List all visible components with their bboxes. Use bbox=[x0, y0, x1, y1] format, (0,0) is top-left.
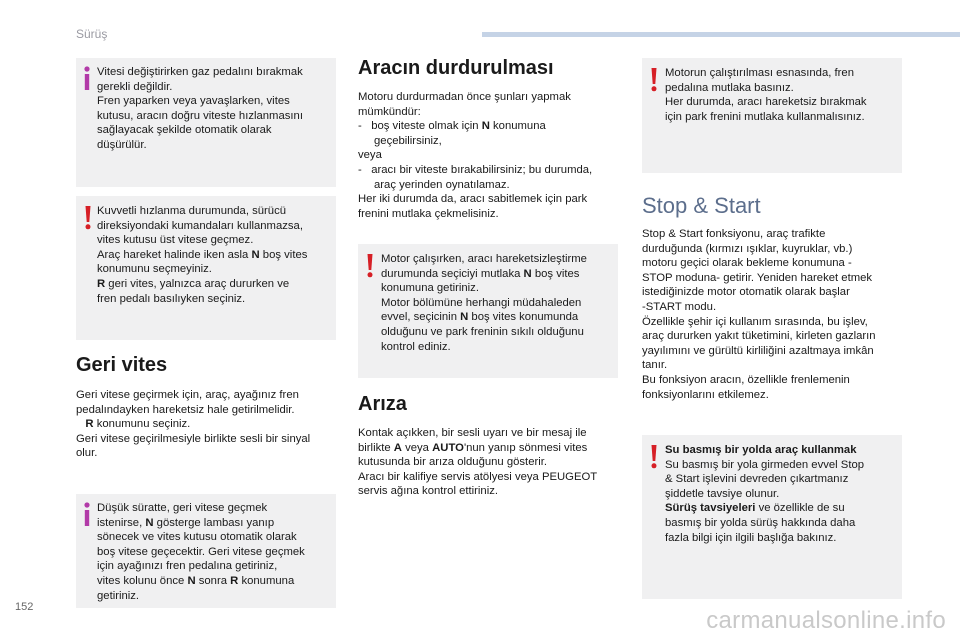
warning-box-text: Kuvvetli hızlanma durumunda, sürücü direksiyondaki kumandaları kullanmazsa, vites kutusu üst vitese geçmez. Araç hareket halinde iken asla N boş vites konumunu seçmeyiniz. R geri vites, yalnızca araç dururken ve fren pedalı basılıyken seçiniz. bbox=[97, 205, 308, 305]
header-bar bbox=[482, 32, 960, 37]
warning-icon bbox=[365, 254, 375, 278]
warning-box-text: Motorun çalıştırılması esnasında, fren pedalına mutlaka basınız. Her durumda, aracı hareketsiz bırakmak için park frenini mutlaka kullanmalısınız. bbox=[665, 67, 867, 123]
page-number: 152 bbox=[15, 601, 34, 613]
ariza-text: Kontak açıkken, bir sesli uyarı ve bir mesaj ile birlikte A veya AUTO'nun yanıp sönmesi vites kutusunda bir arıza olduğunu gösterir. Aracı bir kalifiye servis atölyesi veya PEUGEOT servis ağına kontrol ettiriniz. bbox=[358, 427, 598, 498]
warning-box-text: Motor çalışırken, aracı hareketsizleştirme durumunda seçiciyi mutlaka N boş vites konumuna getiriniz. Motor bölümüne herhangi müdahaleden evvel, seçicinin N boş vites konumunda olduğunu ve park freninin sıkılı olduğunu kontrol ediniz. bbox=[381, 253, 587, 353]
section-title: Sürüş bbox=[76, 27, 108, 41]
warning-icon bbox=[83, 206, 93, 230]
info-box-text: Düşük süratte, geri vitese geçmek istenirse, N gösterge lambası yanıp sönecek ve vites kutusu otomatik olarak boş vitese geçecektir. Geri vitese geçmek için ayağınızı fren pedalına getiriniz, vites kolunu önce N sonra R konumuna getiriniz. bbox=[97, 502, 305, 602]
stop-start-text: Stop & Start fonksiyonu, araç trafikte durduğunda (kırmızı ışıklar, kuyruklar, vb.) motoru geçici olarak bekleme konumuna - STOP moduna- getirir. Yeniden hareket etmek istediğinizde motor otomatik olarak başlar -START modu. Özellikle şehir içi kullanım sırasında, bu işlev, araç dururken yakıt tüketimini, kirleten gazların yayılımını ve gürültü kirliliğini azaltmaya imkân tanır. Bu fonksiyon aracın, özellikle frenlemenin fonksiyonlarını etkilemez. bbox=[642, 228, 876, 401]
info-icon bbox=[79, 502, 95, 528]
section-heading-ariza: Arıza bbox=[358, 393, 407, 415]
watermark: carmanualsonline.info bbox=[706, 607, 946, 634]
info-icon bbox=[79, 66, 95, 92]
section-heading-durdurma: Aracın durdurulması bbox=[358, 57, 554, 79]
section-heading-stop-start: Stop & Start bbox=[642, 193, 761, 218]
warning-icon bbox=[649, 445, 659, 469]
durdurma-text: Motoru durdurmadan önce şunları yapmak mümkündür: - boş viteste olmak için N konumuna geçebilirsiniz, veya - aracı bir viteste bırakabilirsiniz; bu durumda, araç yerinden oynatılamaz. Her iki durumda da, aracı sabitlemek için park frenini mutlaka çekmelisiniz. bbox=[358, 91, 593, 220]
section-heading-geri-vites: Geri vites bbox=[76, 354, 168, 376]
geri-vites-text: Geri vitese geçirmek için, araç, ayağınız fren pedalındayken hareketsiz hale getirilmelidir. R konumunu seçiniz. Geri vitese geçirilmesiyle birlikte sesli bir sinyal olur. bbox=[76, 389, 311, 460]
warning-box-text: Su basmış bir yolda araç kullanmak Su basmış bir yola girmeden evvel Stop & Start işlevini devreden çıkartmanız şiddetle tavsiye olunur. Sürüş tavsiyeleri ve özellikle de su basmış bir yolda sürüş hakkında daha fazla bilgi için ilgili başlığa bakınız. bbox=[665, 444, 865, 544]
info-box-text: Vitesi değiştirirken gaz pedalını bırakmak gerekli değildir. Fren yaparken veya yavaşlarken, vites kutusu, aracın doğru viteste hızlanmasını sağlayacak şekilde otomatik olarak düşürülür. bbox=[97, 66, 303, 151]
warning-icon bbox=[649, 68, 659, 92]
